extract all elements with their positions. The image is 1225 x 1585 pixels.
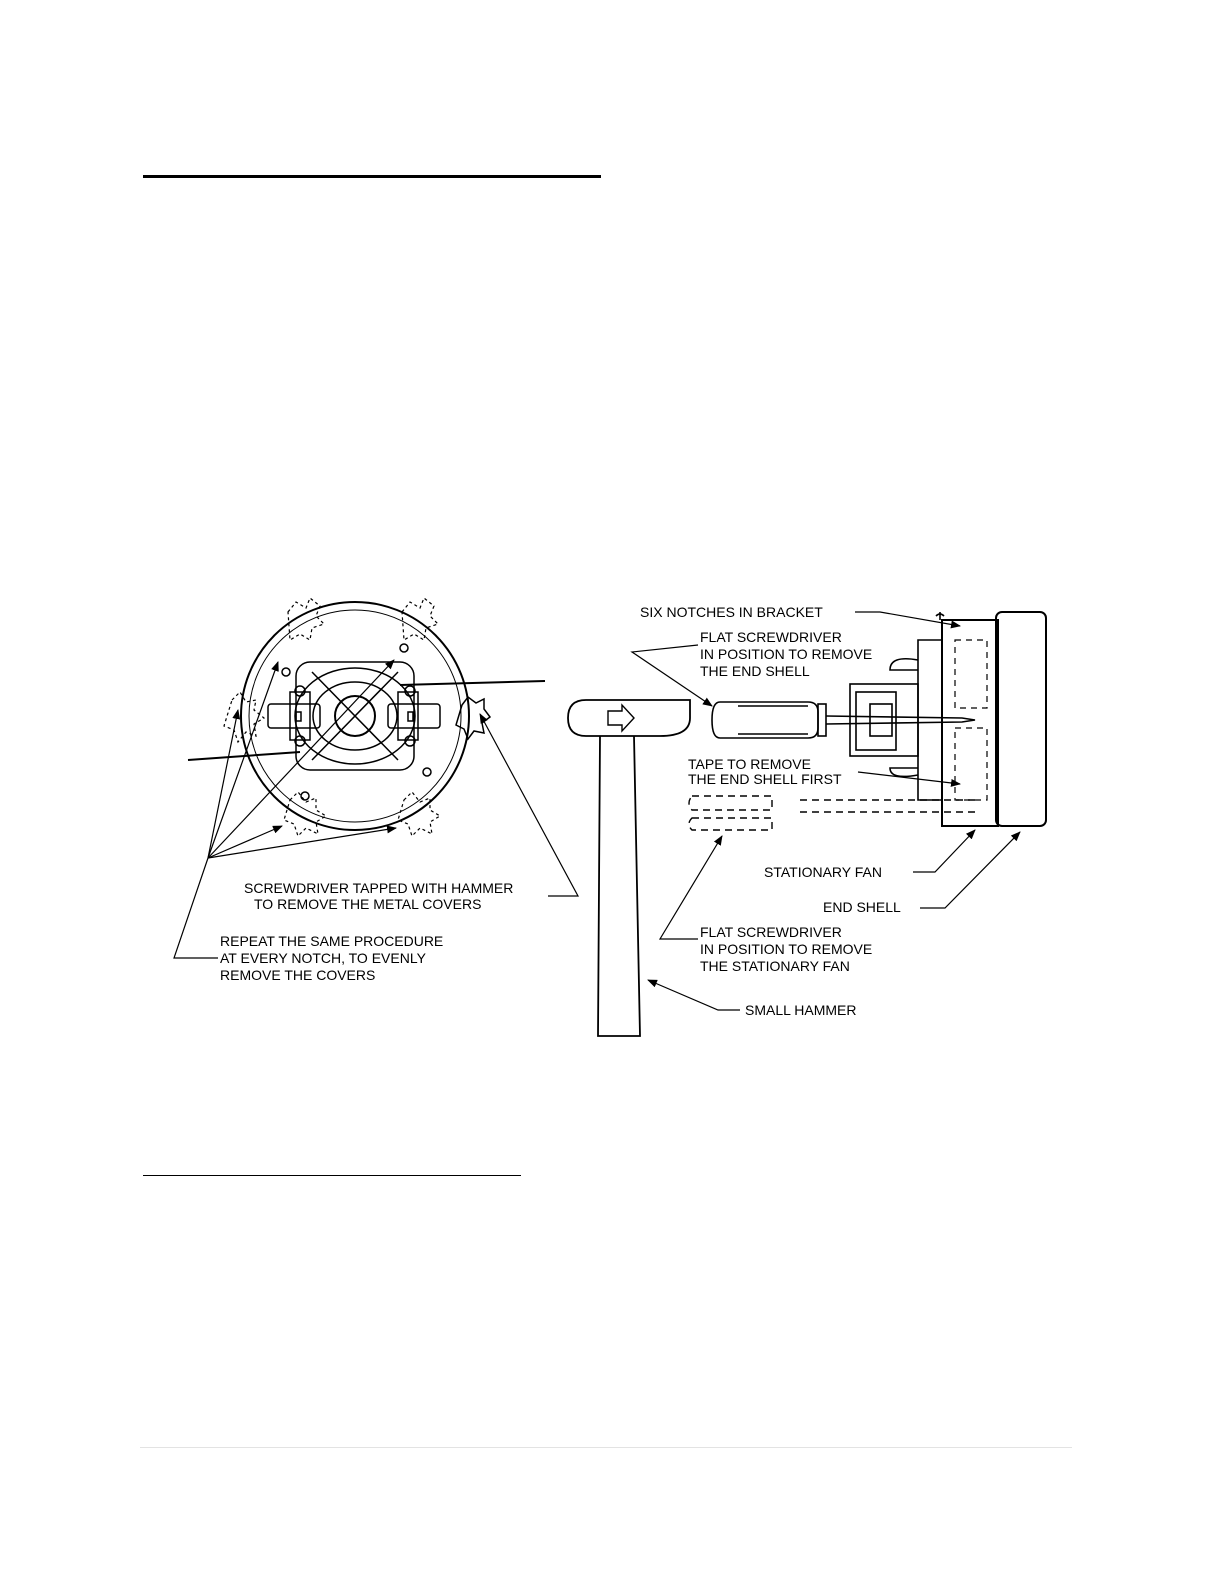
end-shell-screwdriver bbox=[712, 702, 975, 738]
label-tape: TAPE TO REMOVE THE END SHELL FIRST bbox=[688, 756, 842, 787]
small-hammer bbox=[568, 700, 690, 1036]
motor-end-view bbox=[188, 598, 545, 836]
label-flat-screwdriver-fan: FLAT SCREWDRIVER IN POSITION TO REMOVE THE STATIONARY FAN bbox=[700, 924, 873, 974]
label-six-notches: SIX NOTCHES IN BRACKET bbox=[640, 604, 823, 620]
motor-side-view bbox=[850, 612, 1046, 826]
label-stationary-fan: STATIONARY FAN bbox=[764, 864, 882, 880]
label-repeat-procedure: REPEAT THE SAME PROCEDURE AT EVERY NOTCH, TO EVENLY REMOVE THE COVERS bbox=[220, 933, 444, 983]
label-screwdriver-tapped: SCREWDRIVER TAPPED WITH HAMMER TO REMOVE THE METAL COVERS bbox=[244, 880, 514, 912]
label-end-shell: END SHELL bbox=[823, 899, 901, 915]
label-flat-screwdriver-end-shell: FLAT SCREWDRIVER IN POSITION TO REMOVE THE END SHELL bbox=[700, 629, 873, 679]
label-small-hammer: SMALL HAMMER bbox=[745, 1002, 857, 1018]
stationary-fan-screwdriver bbox=[689, 796, 975, 830]
